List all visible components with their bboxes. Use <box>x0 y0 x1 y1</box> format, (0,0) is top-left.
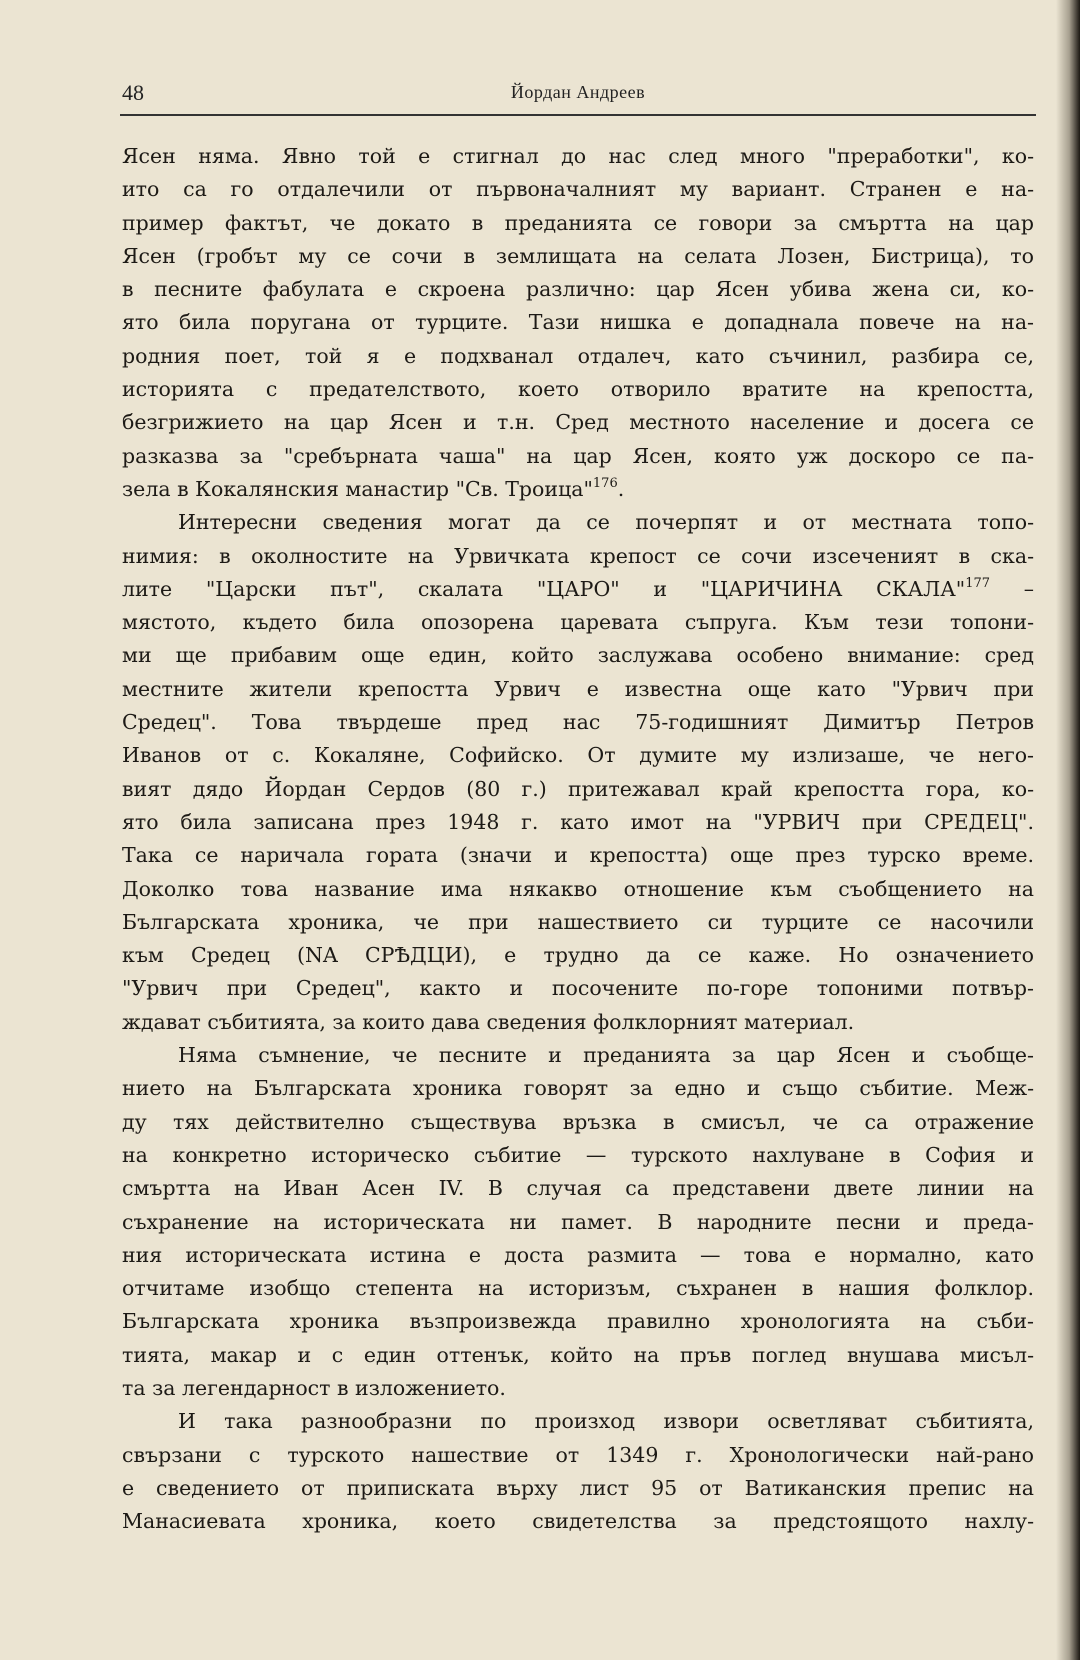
text-line: мястото, където била опозорена царевата съпруга. Към тези топони- <box>122 610 1034 635</box>
text-line: вият дядо Йордан Сердов (80 г.) притежавал край крепостта гора, ко- <box>122 776 1034 801</box>
paragraph-3 <box>122 1039 1034 1405</box>
footnote-ref-176[interactable]: 176 <box>592 475 618 491</box>
text-line: местните жители крепостта Урвич е известна още като "Урвич при <box>122 676 1034 701</box>
text-line <box>122 573 1034 606</box>
text-line: Ясен (гробът му се сочи в землищата на селата Лозен, Бистрица), то <box>122 243 1034 268</box>
text-line-last: ждават събитията, за които дава сведения фолклорният материал. <box>122 1009 855 1034</box>
text-line: ято била поругана от турците. Тази нишка е допаднала повече на на- <box>122 310 1034 335</box>
text-line: безгрижието на цар Ясен и т.н. Сред местното население и досега се <box>122 410 1034 435</box>
text-line: Средец". Това твърдеше пред нас 75-годишният Димитър Петров <box>122 710 1034 735</box>
text-line: ято била записана през 1948 г. като имот на "УРВИЧ при СРЕДЕЦ". <box>122 809 1034 834</box>
text-line: свързани с турското нашествие от 1349 г. Хронологически най-рано <box>122 1442 1034 1467</box>
text-line: разказва за "сребърната чаша" на цар Ясен, която уж доскоро се па- <box>122 443 1034 468</box>
text-line: е сведението от приписката върху лист 95 от Ватиканския препис на <box>122 1475 1034 1500</box>
text-line: тията, макар и с един оттенък, който на пръв поглед внушава мисъл- <box>122 1342 1034 1367</box>
text-line: съхранение на историческата ни памет. В народните песни и преда- <box>122 1209 1034 1234</box>
paragraph-2 <box>122 506 1034 1039</box>
text-line: към Средец (ΝΑ СРѢДЦИ), е трудно да се каже. Но означението <box>122 943 1034 968</box>
text-line: смъртта на Иван Асен IV. В случая са представени двете линии на <box>122 1176 1034 1201</box>
header-rule <box>120 114 1036 116</box>
text-line: Българската хроника възпроизвежда правилно хронологията на съби- <box>122 1309 1034 1334</box>
text-line: родния поет, той я е подхванал отдалеч, като съчинил, разбира се, <box>122 343 1034 368</box>
text-line: Манасиевата хроника, което свидетелства за предстоящото нахлу- <box>122 1509 1034 1534</box>
page-number: 48 <box>122 80 144 105</box>
text-line-last: та за легендарност в изложението. <box>122 1375 506 1400</box>
text-line: ито са го отдалечили от първоначалният му вариант. Странен е на- <box>122 177 1034 202</box>
text-line: "Урвич при Средец", както и посочените по-горе топоними потвър- <box>122 976 1034 1001</box>
page-edge-shadow <box>1056 0 1080 1660</box>
line-text: лите "Царски път", скалата "ЦАРО" и "ЦАРИЧИНА СКАЛА" <box>122 576 966 601</box>
text-line: ния историческата истина е доста размита — това е нормално, като <box>122 1242 1034 1267</box>
text-line: ду тях действително съществува връзка в смисъл, че са отражение <box>122 1109 1034 1134</box>
line-tail: . <box>617 476 625 501</box>
text-line: нието на Българската хроника говорят за едно и също събитие. Меж- <box>122 1076 1034 1101</box>
text-line: историята с предателството, което отворило вратите на крепостта, <box>122 377 1034 402</box>
paragraph-1 <box>122 140 1034 506</box>
text-line: Доколко това название има някакво отношение към съобщението на <box>122 876 1034 901</box>
text-line: ми ще прибавим още един, който заслужава особено внимание: сред <box>122 643 1034 668</box>
text-line-last <box>122 473 1034 506</box>
line-text: зела в Кокалянския манастир "Св. Троица" <box>122 476 593 501</box>
paragraph-4 <box>122 1405 1034 1538</box>
text-line-first: Интересни сведения могат да се почерпят и от местната топо- <box>178 510 1034 535</box>
text-line: отчитаме изобщо степента на историзъм, съхранен в нашия фолклор. <box>122 1276 1034 1301</box>
body-text <box>122 140 1034 1538</box>
text-line: Българската хроника, че при нашествието си турците се насочили <box>122 909 1034 934</box>
text-line-first: Няма съмнение, че песните и преданията за цар Ясен и съобще- <box>178 1043 1034 1068</box>
text-line: Така се наричала гората (значи и крепостта) още през турско време. <box>122 843 1034 868</box>
text-line: Ясен няма. Явно той е стигнал до нас след много "преработки", ко- <box>122 144 1034 168</box>
text-line: на конкретно историческо събитие — турското нахлуване в София и <box>122 1142 1034 1167</box>
text-line: в песните фабулата е скроена различно: цар Ясен убива жена си, ко- <box>122 277 1034 302</box>
text-line: Иванов от с. Кокаляне, Софийско. От думите му излизаше, че него- <box>122 743 1034 768</box>
page-header <box>120 76 1036 116</box>
line-tail: – <box>990 576 1034 601</box>
running-title: Йордан Андреев <box>510 82 646 102</box>
text-line: нимия: в околностите на Урвичката крепост се сочи изсеченият в ска- <box>122 543 1034 568</box>
text-line-first: И така разнообразни по произход извори осветляват събитията, <box>178 1409 1034 1434</box>
footnote-ref-177[interactable]: 177 <box>965 575 991 591</box>
text-line: пример фактът, че докато в преданията се говори за смъртта на цар <box>122 210 1034 235</box>
